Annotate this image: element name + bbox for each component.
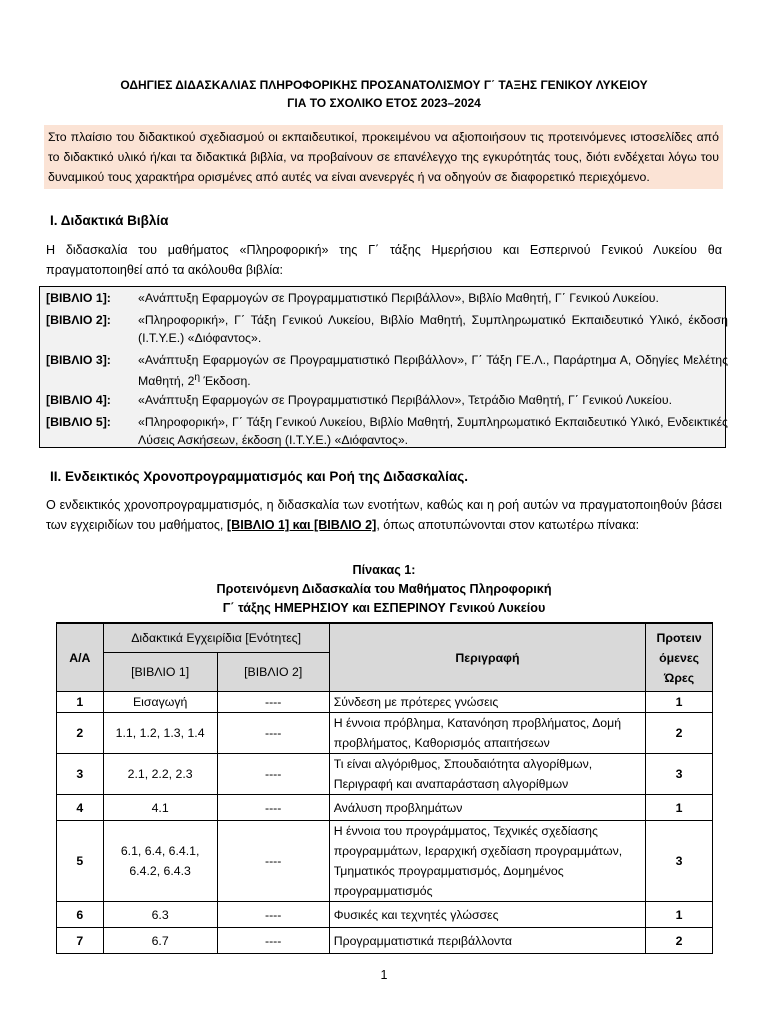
highlighted-note: Στο πλαίσιο του διδακτικού σχεδιασμού οι εκπαιδευτικοί, προκειμένου να αξιοποιήσουν τις προτεινόμενες ιστοσελίδες από το διδακτικό υλικό ή/και τα διδακτικά βιβλία, να προβαίνουν σε επανέλεγχο της εγκυρότητάς τους, διότι ενδέχεται λόγω του δυναμικού τους χαρακτήρα ορισμένες από αυτές να είναι ανενεργές ή να οδηγούν σε διαφορετικό περιεχόμενο.: [44, 125, 723, 189]
row-number: 2: [57, 713, 104, 754]
header-book-1: [ΒΙΒΛΙΟ 1]: [103, 653, 217, 692]
book-2-sections: ----: [217, 692, 329, 713]
section-2-intro: [46, 495, 722, 535]
row-number: 1: [57, 692, 104, 713]
edition-number: 2: [187, 374, 195, 389]
row-number: 6: [57, 902, 104, 928]
table-row: [57, 692, 713, 713]
book-key: [ΒΙΒΛΙΟ 4]:: [46, 393, 111, 407]
header-manuals: Διδακτικά Εγχειρίδια [Ενότητες]: [103, 623, 329, 653]
row-description: Σύνδεση με πρότερες γνώσεις: [329, 692, 646, 713]
book-2-sections: ----: [217, 902, 329, 928]
book-text: [138, 351, 728, 390]
book-key: [ΒΙΒΛΙΟ 1]:: [46, 291, 111, 305]
section-2-intro-text: Ο ενδεικτικός χρονοπρογραμματισμός, η διδασκαλία των ενοτήτων, καθώς και η ροή αυτών να πραγματοποιηθούν βάσει των εγχειριδίων του μαθήματος,: [46, 498, 722, 532]
row-hours: 3: [646, 821, 713, 902]
header-book-2: [ΒΙΒΛΙΟ 2]: [217, 653, 329, 692]
header-hours-line-2: όμενες: [659, 650, 700, 665]
row-description: Η έννοια πρόβλημα, Κατανόηση προβλήματος, Δομή προβλήματος, Καθορισμός απαιτήσεων: [329, 713, 646, 754]
header-hours: [646, 623, 713, 692]
book-text-end: Έκδοση.: [200, 374, 251, 389]
table-row: [57, 795, 713, 821]
book-1-sections: 1.1, 1.2, 1.3, 1.4: [103, 713, 217, 754]
row-hours: 2: [646, 713, 713, 754]
section-1-heading: Ι. Διδακτικά Βιβλία: [50, 213, 169, 228]
table-row: [57, 754, 713, 795]
row-description: Ανάλυση προβλημάτων: [329, 795, 646, 821]
book-2-sections: ----: [217, 795, 329, 821]
row-number: 5: [57, 821, 104, 902]
book-text: «Ανάπτυξη Εφαρμογών σε Προγραμματιστικό Περιβάλλον», Βιβλίο Μαθητή, Γ΄ Γενικού Λυκείου.: [138, 291, 659, 305]
table-row: [57, 902, 713, 928]
book-1-sections: 6.3: [103, 902, 217, 928]
row-description: Φυσικές και τεχνητές γλώσσες: [329, 902, 646, 928]
schedule-table: [56, 622, 713, 954]
title-line-2: ΓΙΑ ΤΟ ΣΧΟΛΙΚΟ ΕΤΟΣ 2023–2024: [287, 96, 481, 110]
row-hours: 1: [646, 795, 713, 821]
table-caption: [40, 561, 728, 618]
section-1-intro: Η διδασκαλία του μαθήματος «Πληροφορική» της Γ΄ τάξης Ημερήσιου και Εσπερινού Γενικού Λυκείου θα πραγματοποιηθεί από τα ακόλουθα βιβλία:: [46, 243, 722, 277]
row-hours: 1: [646, 902, 713, 928]
table-row: [57, 821, 713, 902]
table-row: [57, 928, 713, 954]
table-row: [57, 713, 713, 754]
book-1-sections: 2.1, 2.2, 2.3: [103, 754, 217, 795]
row-number: 4: [57, 795, 104, 821]
row-hours: 1: [646, 692, 713, 713]
header-aa: Α/Α: [57, 623, 104, 692]
book-1-sections: Εισαγωγή: [103, 692, 217, 713]
book-1-sections: 6.1, 6.4, 6.4.1, 6.4.2, 6.4.3: [103, 821, 217, 902]
book-key: [ΒΙΒΛΙΟ 2]:: [46, 313, 111, 327]
book-2-sections: ----: [217, 928, 329, 954]
book-2-sections: ----: [217, 713, 329, 754]
row-description: Τι είναι αλγόριθμος, Σπουδαιότητα αλγορίθμων, Περιγραφή και αναπαράσταση αλγορίθμων: [329, 754, 646, 795]
row-description: Η έννοια του προγράμματος, Τεχνικές σχεδίασης προγραμμάτων, Ιεραρχική σχεδίαση προγραμμάτων, Τμηματικός προγραμματισμός, Δομημένος προγραμματισμός: [329, 821, 646, 902]
book-text: «Πληροφορική», Γ΄ Τάξη Γενικού Λυκείου, Βιβλίο Μαθητή, Συμπληρωματικό Εκπαιδευτικό Υλικό, έκδοση (Ι.Τ.Υ.Ε.) «Διόφαντος».: [138, 313, 728, 345]
section-2-intro-end: , όπως αποτυπώνονται στον κατωτέρω πίνακα:: [376, 518, 640, 532]
caption-line-1: Πίνακας 1:: [352, 563, 416, 577]
caption-line-2: Προτεινόμενη Διδασκαλία του Μαθήματος Πληροφορική: [216, 582, 552, 596]
document-title: [40, 76, 728, 112]
row-number: 3: [57, 754, 104, 795]
header-hours-line-3: Ώρες: [664, 670, 695, 685]
row-hours: 2: [646, 928, 713, 954]
book-key: [ΒΙΒΛΙΟ 3]:: [46, 353, 111, 367]
book-1-sections: 6.7: [103, 928, 217, 954]
section-2-heading: ΙΙ. Ενδεικτικός Χρονοπρογραμματισμός και Ροή της Διδασκαλίας.: [50, 469, 468, 484]
book-2-sections: ----: [217, 821, 329, 902]
book-text: «Ανάπτυξη Εφαρμογών σε Προγραμματιστικό Περιβάλλον», Τετράδιο Μαθητή, Γ΄ Γενικού Λυκείου.: [138, 393, 672, 407]
row-hours: 3: [646, 754, 713, 795]
book-2-sections: ----: [217, 754, 329, 795]
page-number: 1: [380, 968, 388, 982]
book-key: [ΒΙΒΛΙΟ 5]:: [46, 415, 111, 429]
edition-superscript: η: [194, 372, 201, 383]
book-text: «Πληροφορική», Γ΄ Τάξη Γενικού Λυκείου, Βιβλίο Μαθητή, Συμπληρωματικό Εκπαιδευτικό Υλικό, Ενδεικτικές Λύσεις Ασκήσεων, έκδοση (Ι.Τ.Υ.Ε.) «Διόφαντος».: [138, 415, 728, 447]
header-hours-line-1: Προτειν: [656, 630, 702, 645]
book-text-main: «Ανάπτυξη Εφαρμογών σε Προγραμματιστικό Περιβάλλον», Γ΄ Τάξη ΓΕ.Λ., Παράρτημα Α, Οδηγίες Μελέτης Μαθητή,: [138, 353, 728, 389]
books-reference: [ΒΙΒΛΙΟ 1] και [ΒΙΒΛΙΟ 2]: [226, 518, 377, 532]
row-description: Προγραμματιστικά περιβάλλοντα: [329, 928, 646, 954]
header-description: Περιγραφή: [329, 623, 646, 692]
books-list-box: [39, 286, 726, 448]
title-line-1: ΟΔΗΓΙΕΣ ΔΙΔΑΣΚΑΛΙΑΣ ΠΛΗΡΟΦΟΡΙΚΗΣ ΠΡΟΣΑΝΑΤΟΛΙΣΜΟΥ Γ΄ ΤΑΞΗΣ ΓΕΝΙΚΟΥ ΛΥΚΕΙΟΥ: [120, 78, 648, 92]
book-1-sections: 4.1: [103, 795, 217, 821]
caption-line-3: Γ΄ τάξης ΗΜΕΡΗΣΙΟΥ και ΕΣΠΕΡΙΝΟΥ Γενικού Λυκείου: [222, 601, 546, 615]
row-number: 7: [57, 928, 104, 954]
